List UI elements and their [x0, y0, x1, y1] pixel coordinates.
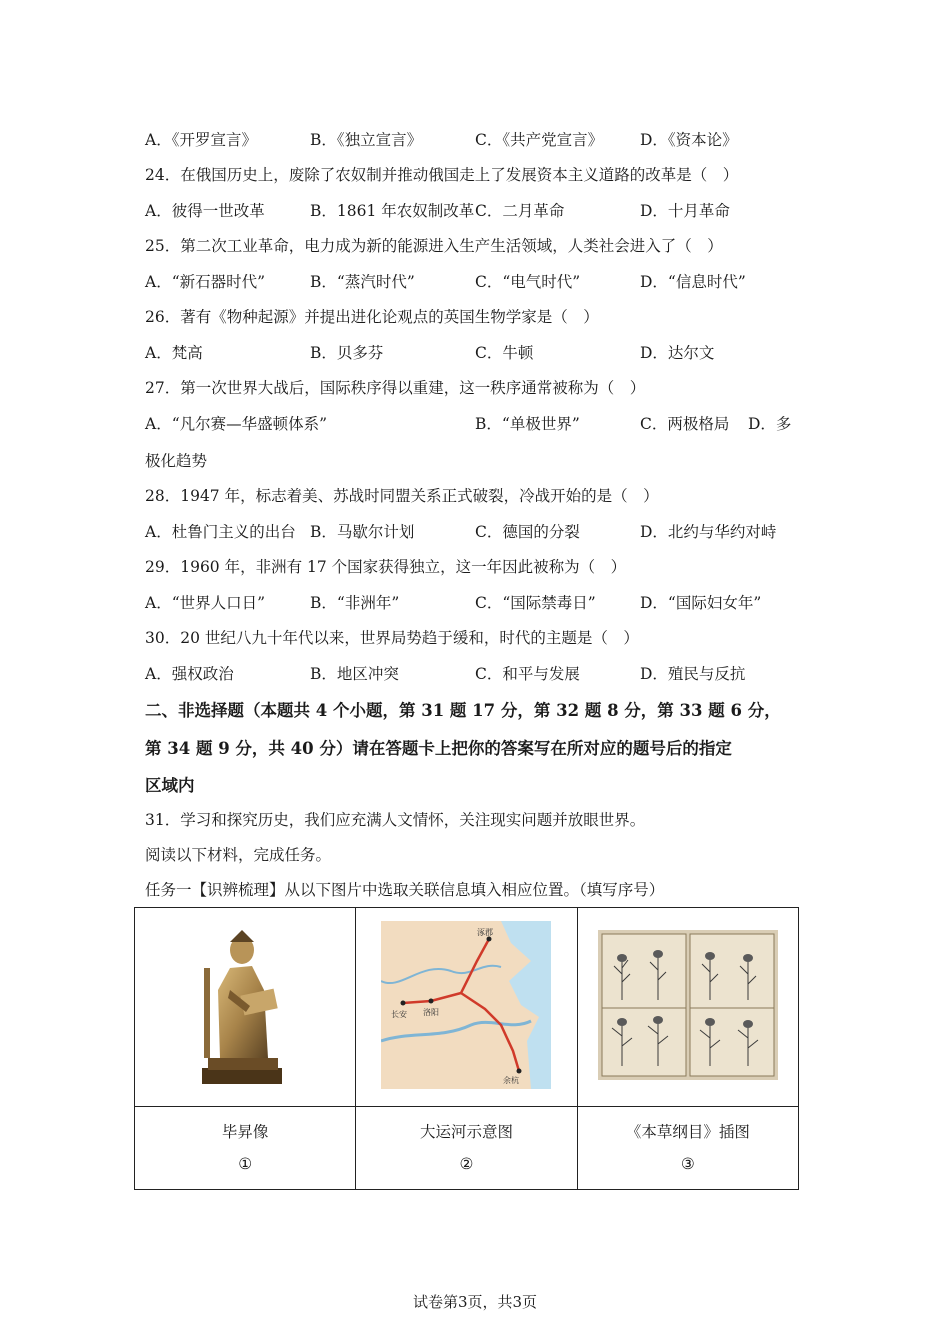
q23-option-b: B．《独立宣言》: [310, 131, 423, 149]
q24-option-b: B．1861 年农奴制改革: [310, 202, 475, 220]
bencao-illustration-cell: [577, 908, 798, 1107]
section2-heading-line3: 区域内: [145, 776, 195, 795]
q30-option-b: B．地区冲突: [310, 665, 399, 683]
q28-option-b: B．马歇尔计划: [310, 523, 415, 541]
map-label-yuhang: 余杭: [503, 1076, 520, 1085]
map-label-luoyang: 洛阳: [423, 1008, 440, 1017]
q24-option-c: C．二月革命: [475, 202, 565, 220]
q26-option-d: D．达尔文: [640, 344, 715, 362]
caption-bisheng: [135, 1107, 356, 1190]
number-1: ①: [238, 1155, 253, 1173]
caption-bencao: [577, 1107, 798, 1190]
bisheng-statue-cell: [135, 908, 356, 1107]
number-2: ②: [459, 1155, 474, 1173]
caption-grand-canal-text: 大运河示意图: [419, 1123, 513, 1141]
q30-stem: 30．20 世纪八九十年代以来，世界局势趋于缓和，时代的主题是（ ）: [145, 629, 639, 647]
q29-option-b: B．“非洲年”: [310, 594, 400, 612]
number-3: ③: [680, 1155, 695, 1173]
q25-option-c: C．“电气时代”: [475, 273, 581, 291]
bisheng-statue-image: [190, 920, 300, 1090]
section2-heading-line1: 二、非选择题（本题共 4 个小题，第 31 题 17 分，第 32 题 8 分，第 33 题 6 分，: [145, 701, 781, 720]
q28-option-d: D．北约与华约对峙: [640, 523, 777, 541]
q29-option-d: D．“国际妇女年”: [640, 594, 762, 612]
q31-stem: 31．学习和探究历史，我们应充满人文情怀，关注现实问题并放眼世界。: [145, 811, 646, 829]
q24-option-a: A．彼得一世改革: [145, 202, 265, 220]
q29-option-a: A．“世界人口日”: [145, 594, 266, 612]
q23-option-d: D．《资本论》: [640, 131, 738, 149]
q26-stem: 26．著有《物种起源》并提出进化论观点的英国生物学家是（ ）: [145, 308, 599, 326]
grand-canal-map-cell: [356, 908, 577, 1107]
q27-option-b: B．“单极世界”: [475, 415, 580, 433]
q25-option-d: D．“信息时代”: [640, 273, 746, 291]
page-footer: 试卷第3页，共3页: [412, 1293, 538, 1311]
q23-option-a: A．《开罗宣言》: [145, 131, 257, 149]
q27-option-d: D．多: [748, 415, 792, 433]
q30-option-a: A．强权政治: [145, 665, 234, 683]
q31-task1: 任务一【识辨梳理】从以下图片中选取关联信息填入相应位置。（填写序号）: [145, 881, 665, 899]
q25-stem: 25．第二次工业革命，电力成为新的能源进入生产生活领域，人类社会进入了（ ）: [145, 237, 723, 255]
q26-option-c: C．牛顿: [475, 344, 534, 362]
q27-option-c: C．两极格局: [640, 415, 730, 433]
q28-option-a: A．杜鲁门主义的出台: [145, 523, 296, 541]
bencao-gangmu-illustration: [598, 930, 778, 1080]
q27-option-a: A．“凡尔赛—华盛顿体系”: [145, 415, 328, 433]
q29-option-c: C．“国际禁毒日”: [475, 594, 596, 612]
q23-option-c: C．《共产党宣言》: [475, 131, 604, 149]
q28-stem: 28．1947 年，标志着美、苏战时同盟关系正式破裂，冷战开始的是（ ）: [145, 487, 659, 505]
q24-option-d: D．十月革命: [640, 202, 730, 220]
map-label-zhuojun: 涿郡: [477, 928, 494, 937]
caption-grand-canal: [356, 1107, 577, 1190]
q27-stem: 27．第一次世界大战后，国际秩序得以重建，这一秩序通常被称为（ ）: [145, 379, 646, 397]
q28-option-c: C．德国的分裂: [475, 523, 580, 541]
q24-stem: 24．在俄国历史上，废除了农奴制并推动俄国走上了发展资本主义道路的改革是（ ）: [145, 166, 739, 184]
q30-option-d: D．殖民与反抗: [640, 665, 746, 683]
q31-instruction: 阅读以下材料，完成任务。: [145, 846, 332, 864]
q27-option-d-continuation: 极化趋势: [145, 452, 208, 470]
q26-option-a: A．梵高: [145, 344, 203, 362]
q26-option-b: B．贝多芬: [310, 344, 384, 362]
section2-heading-line2: 第 34 题 9 分，共 40 分）请在答题卡上把你的答案写在所对应的题号后的指定: [145, 739, 732, 758]
caption-bisheng-text: 毕昇像: [221, 1123, 269, 1141]
q25-option-b: B．“蒸汽时代”: [310, 273, 415, 291]
q30-option-c: C．和平与发展: [475, 665, 580, 683]
q25-option-a: A．“新石器时代”: [145, 273, 266, 291]
q29-stem: 29．1960 年，非洲有 17 个国家获得独立，这一年因此被称为（ ）: [145, 558, 627, 576]
picture-table: [134, 907, 799, 1190]
grand-canal-map: [381, 921, 551, 1089]
map-label-changan: 长安: [391, 1010, 408, 1019]
caption-bencao-text: 《本草纲目》插图: [625, 1123, 750, 1141]
